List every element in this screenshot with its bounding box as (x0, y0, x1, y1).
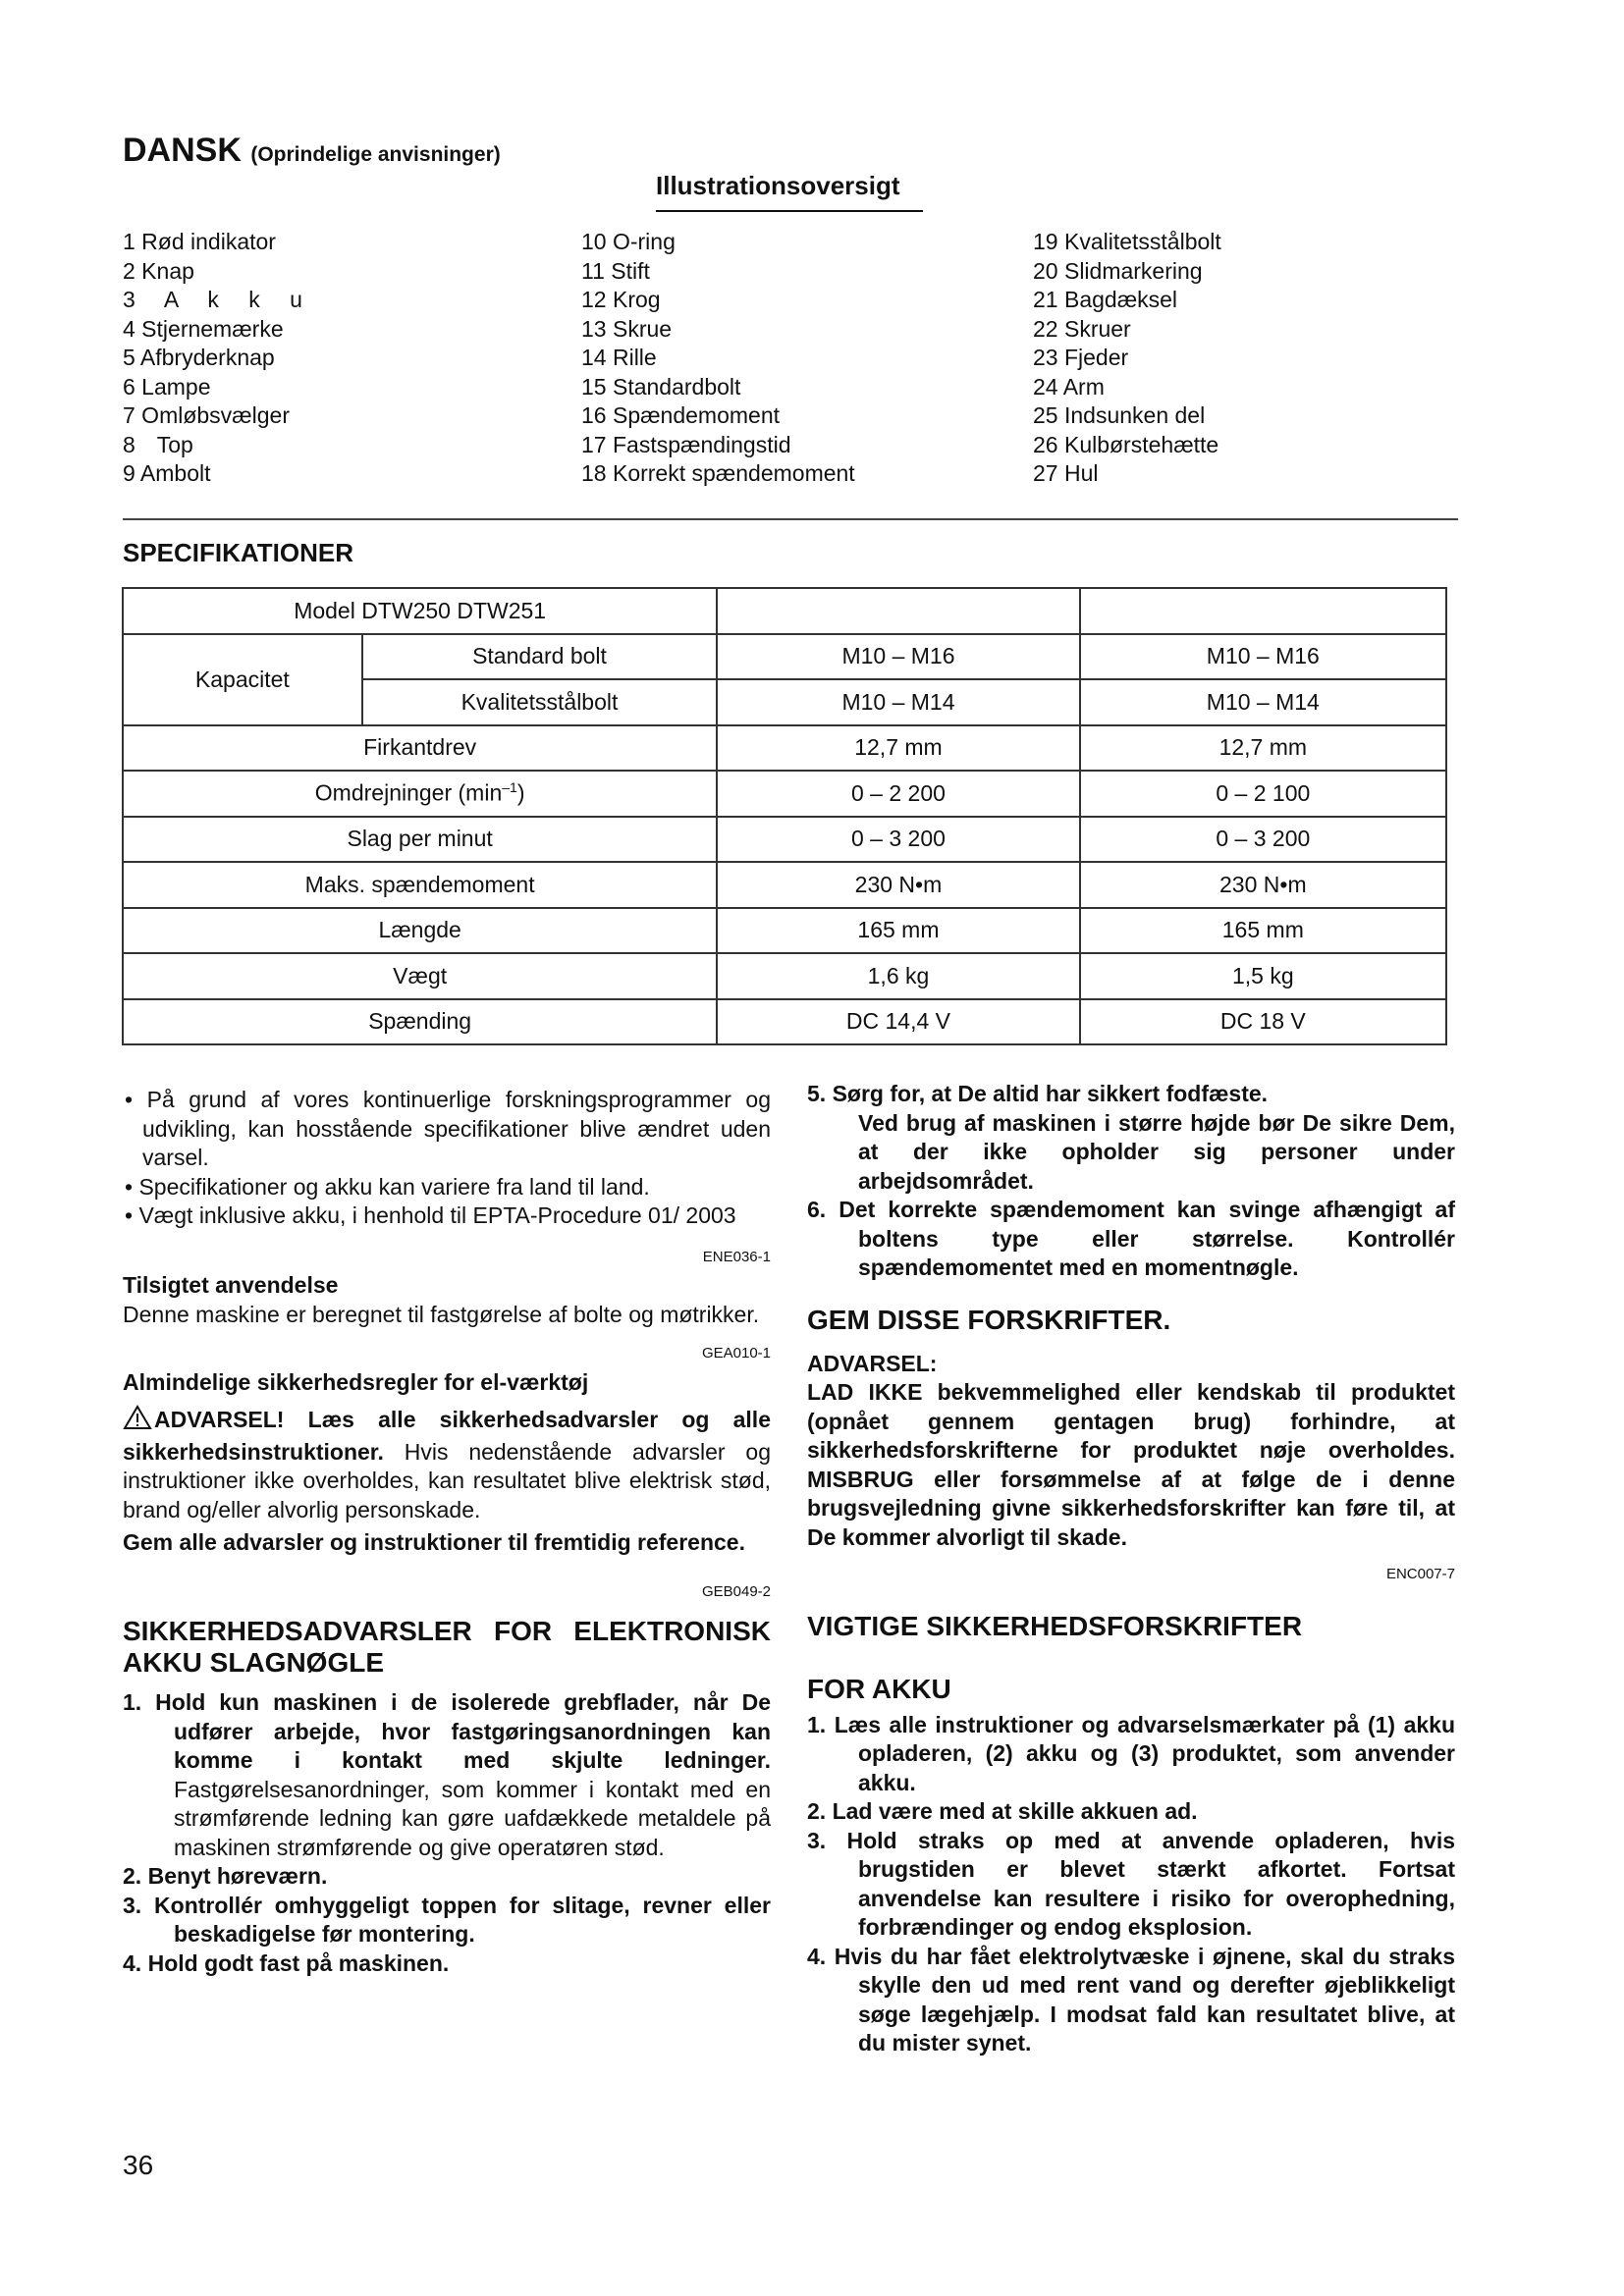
list-item: 4 Stjernemærke (123, 315, 284, 342)
warning-icon (123, 1405, 152, 1438)
item-bold: Lad være med at skille akkuen ad. (832, 1798, 1198, 1824)
list-item: 9 Ambolt (123, 460, 211, 486)
spec-value-a: DC 14,4 V (717, 999, 1079, 1045)
spec-label (123, 771, 717, 817)
table-row (123, 908, 1446, 954)
list-item: 1 Rød indikator (123, 229, 276, 254)
spec-value-b: DC 18 V (1080, 999, 1446, 1045)
page-heading (123, 132, 501, 170)
battery-list (807, 1711, 1455, 2058)
list-item: 7 Omløbsvælger (123, 402, 290, 428)
item-number: 3. (807, 1827, 827, 1853)
capacity-label: Kapacitet (123, 634, 362, 725)
language-subtitle: (Oprindelige anvisninger) (250, 143, 501, 166)
spec-note: • Vægt inklusive akku, i henhold til EPTA-Procedure 01/ 2003 (125, 1202, 736, 1228)
spec-label-end: ) (516, 780, 525, 807)
list-item: 23 Fjeder (1033, 345, 1129, 370)
spec-note-text: Vægt inklusive akku, i henhold til EPTA-Procedure 01/ 2003 (138, 1202, 736, 1228)
table-row (123, 999, 1446, 1045)
list-item (123, 1688, 771, 1862)
spec-value-b: 0 – 2 100 (1080, 771, 1446, 817)
list-item: 15 Standardbolt (581, 373, 741, 400)
item-number: 4. (807, 1943, 827, 1969)
list-item: 14 Rille (581, 345, 657, 370)
table-row (123, 862, 1446, 908)
section-heading: SIKKERHEDSADVARSLER FOR ELEKTRONISK AKKU SLAGNØGLE (123, 1616, 771, 1678)
list-item: 10 O-ring (581, 229, 676, 254)
spec-value-a: M10 – M16 (717, 634, 1079, 680)
list-item: 21 Bagdæksel (1033, 287, 1178, 312)
spec-note: • Specifikationer og akku kan variere fra land til land. (125, 1173, 650, 1200)
spec-value-b: 1,5 kg (1080, 953, 1446, 999)
warning-text: LAD IKKE bekvemmelighed eller kendskab til produktet (opnået gennem gentagen brug) forhindre, at sikkerhedsforskrifterne for produktet nøje overholdes. MISBRUG eller forsømmelse af at følge de i denne brugsvejledning givne sikkerhedsforskrifter kan føre til, at De kommer alvorligt til skade. (807, 1379, 1455, 1550)
spec-value-b: 165 mm (1080, 908, 1446, 954)
list-item (123, 1862, 771, 1892)
list-item: 6 Lampe (123, 373, 211, 400)
list-item (807, 1080, 1455, 1109)
right-column (807, 1080, 1455, 2058)
list-item (123, 1949, 771, 1979)
spec-label: Slag per minut (123, 817, 717, 863)
spec-label: Standard bolt (362, 634, 718, 680)
item-bold: Sørg for, at De altid har sikkert fodfæste. (832, 1081, 1269, 1106)
important-title: VIGTIGE SIKKERHEDSFORSKRIFTER (807, 1610, 1303, 1641)
general-warning (123, 1405, 771, 1524)
list-item: 5 Afbryderknap (123, 345, 275, 370)
table-row (123, 771, 1446, 817)
item-text: Fastgørelsesanordninger, som kommer i kontakt med en strømførende ledning kan gøre uafdækkede metaldele på maskinen strømførende og give operatøren stød. (174, 1776, 771, 1860)
item-bold: Det korrekte spændemoment kan svinge afhængigt af boltens type eller størrelse. Kontrollér spændemomentet med en momentnøgle. (839, 1197, 1456, 1280)
list-item: 12 Krog (581, 287, 661, 312)
spec-value-b: M10 – M14 (1080, 679, 1446, 725)
spec-label-text: Omdrejninger (min (314, 780, 503, 807)
item-number: 5. (807, 1081, 827, 1106)
spec-value-b: 0 – 3 200 (1080, 817, 1446, 863)
left-column (123, 1086, 771, 1978)
item-number: 2. (123, 1863, 142, 1889)
item-subtext: Ved brug af maskinen i større højde bør De sikre Dem, at der ikke opholder sig personer under arbejdsområdet. (858, 1109, 1455, 1194)
item-number: 2. (807, 1798, 827, 1824)
list-item: 27 Hul (1033, 460, 1099, 486)
spec-label: Spænding (123, 999, 717, 1045)
item-number: 6. (807, 1197, 827, 1222)
spec-value-b: M10 – M16 (1080, 634, 1446, 680)
spec-label: Kvalitetsstålbolt (362, 679, 718, 725)
table-row (123, 725, 1446, 772)
list-item (807, 1797, 1455, 1827)
spec-note: • På grund af vores kontinuerlige forskningsprogrammer og udvikling, kan hosstående specifikationer blive ændret uden varsel. (125, 1087, 771, 1170)
spec-value-a: 12,7 mm (717, 725, 1079, 772)
doc-code: ENE036-1 (702, 1248, 771, 1265)
illustration-list-col3 (1033, 228, 1221, 489)
spec-value-a: 1,6 kg (717, 953, 1079, 999)
battery-title: FOR AKKU (807, 1673, 951, 1704)
model-a-cell (717, 588, 1079, 634)
list-item: 26 Kulbørstehætte (1033, 431, 1219, 457)
doc-code: GEB049-2 (701, 1582, 771, 1600)
list-item: 19 Kvalitetsstålbolt (1033, 229, 1221, 254)
list-item: 20 Slidmarkering (1033, 257, 1203, 284)
illustration-list-col2 (581, 228, 855, 489)
spec-note-text: På grund af vores kontinuerlige forskningsprogrammer og udvikling, kan hosstående specifikationer blive ændret uden varsel. (142, 1087, 771, 1170)
page-number: 36 (123, 2150, 154, 2180)
item-bold: Hold godt fast på maskinen. (147, 1949, 450, 1976)
spec-note-text: Specifikationer og akku kan variere fra land til land. (138, 1173, 650, 1200)
warning-label: ADVARSEL: (807, 1350, 938, 1376)
spec-value-b: 230 N•m (1080, 862, 1446, 908)
intended-use-title: Tilsigtet anvendelse (123, 1272, 339, 1298)
item-bold: Hold kun maskinen i de isolerede grebflader, når De udfører arbejde, hvor fastgøringsanordningen kan komme i kontakt med skjulte ledninger. (155, 1689, 771, 1773)
warning-bold-text: ADVARSEL! Læs alle sikkerhedsadvarsler og alle sikkerhedsinstruktioner. (123, 1407, 771, 1465)
item-number: 1. (807, 1711, 827, 1737)
model-label: Model DTW250 DTW251 (123, 588, 717, 634)
list-item: 2 Knap (123, 257, 194, 284)
language-title: DANSK (123, 132, 242, 169)
keep-instructions: Gem alle advarsler og instruktioner til fremtidig reference. (123, 1529, 745, 1555)
doc-code: ENC007-7 (1385, 1566, 1455, 1582)
item-bold: Læs alle instruktioner og advarselsmærkater på (1) akku opladeren, (2) akku og (3) produktet, som anvender akku. (834, 1711, 1456, 1795)
list-item: 8 Top (123, 431, 193, 457)
list-item (807, 1943, 1455, 2058)
spec-value-b: 12,7 mm (1080, 725, 1446, 772)
spec-value-a: M10 – M14 (717, 679, 1079, 725)
spec-label-sup: –1 (502, 779, 517, 796)
spec-value-a: 0 – 2 200 (717, 771, 1079, 817)
spec-value-a: 165 mm (717, 908, 1079, 954)
spec-value-a: 230 N•m (717, 862, 1079, 908)
item-bold: Benyt høreværn. (147, 1863, 328, 1889)
general-safety-title: Almindelige sikkerhedsregler for el-værktøj (123, 1368, 589, 1395)
intended-use-text: Denne maskine er beregnet til fastgørelse af bolte og møtrikker. (123, 1301, 760, 1327)
item-bold: Kontrollér omhyggeligt toppen for slitage, revner eller beskadigelse før montering. (154, 1892, 771, 1947)
list-item (807, 1711, 1455, 1798)
spec-label: Vægt (123, 953, 717, 999)
list-item: 11 Stift (581, 257, 650, 284)
list-item: 25 Indsunken del (1033, 402, 1206, 428)
illustration-title: Illustrationsoversigt (656, 171, 900, 200)
item-bold: Hvis du har fået elektrolytvæske i øjnene, skal du straks skylle den ud med rent vand og derefter øjeblikkeligt søge lægehjælp. I modsat fald kan resultatet blive, at du mister synet. (834, 1943, 1456, 2056)
item-number: 4. (123, 1949, 142, 1976)
item-bold: Hold straks op med at anvende opladeren, hvis brugstiden er blevet stærkt afkortet. Fortsat anvendelse kan resultere i risiko for overophedning, forbrændinger og endog eksplosion. (846, 1827, 1455, 1940)
doc-code: GEA010-1 (701, 1345, 771, 1362)
keep-rules-title: GEM DISSE FORSKRIFTER. (807, 1304, 1171, 1335)
spec-label: Maks. spændemoment (123, 862, 717, 908)
list-item: 18 Korrekt spændemoment (581, 460, 855, 486)
warning-text: Hvis nedenstående advarsler og instruktioner ikke overholdes, kan resultatet blive elektrisk stød, brand og/eller alvorlig personskade. (123, 1438, 771, 1522)
specs-title: SPECIFIKATIONER (123, 538, 353, 567)
item-number: 3. (123, 1892, 142, 1918)
list-item (807, 1196, 1455, 1283)
safety-list (123, 1688, 771, 1978)
model-b-cell (1080, 588, 1446, 634)
list-item: 22 Skruer (1033, 315, 1131, 342)
list-item (123, 1892, 771, 1949)
list-item: 16 Spændemoment (581, 402, 781, 428)
table-row (123, 634, 1446, 680)
spec-value-a: 0 – 3 200 (717, 817, 1079, 863)
specs-table (122, 587, 1447, 1045)
section-divider (123, 518, 1458, 520)
table-row (123, 953, 1446, 999)
item-number: 1. (123, 1689, 142, 1715)
table-row (123, 588, 1446, 634)
spec-label: Firkantdrev (123, 725, 717, 772)
list-item: 24 Arm (1033, 373, 1105, 400)
list-item (807, 1827, 1455, 1943)
spec-label: Længde (123, 908, 717, 954)
table-row (123, 817, 1446, 863)
list-item: 13 Skrue (581, 315, 673, 342)
list-item: 17 Fastspændingstid (581, 431, 791, 457)
list-item: 3 A k k u (123, 287, 303, 312)
illustration-underline (656, 210, 923, 212)
illustration-list-col1 (123, 228, 303, 489)
